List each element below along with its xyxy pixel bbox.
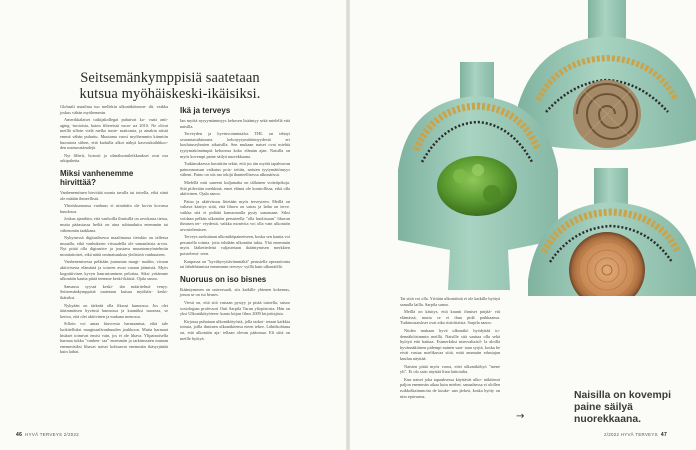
right-column — [400, 296, 500, 401]
footer-right — [604, 432, 667, 438]
footer-left — [16, 432, 79, 438]
paragraph: Nyt fillerit, botoxit ja silmäluomileikkaukset ovat osa arkipuhetta. — [60, 152, 168, 164]
section-heading: Ikä ja terveys — [180, 106, 231, 115]
footer-left-text: HYVÄ TERVEYS 2/2022 — [25, 432, 80, 437]
page-number-left: 46 — [16, 432, 23, 438]
paragraph: Kirjassa puhutaan ulkonäkötyöstä, jolla tarkoi- tetaan kaikkia toimia, joilla ihminen ulkonäköensa eteen tekee. Lähtökohtana on, että ulkonäön aja- tellaan olevan pääomaa. Eli siitä on meille hyötyä. — [180, 318, 290, 341]
paragraph: Amerikkalaiset tutkijakollegat puhuivat ko- vaati anti- aging -tuotoista, kuten filtereistä vuon- na 2010. Ne olivat meillä silloin vielä melko tunte- mattomia, ja ainakin niistä emmä vähän puhuttu. Muutama vuosi myöhemmin kiinnitin huomiota siihen, että kaduilla alkoi näkyä kasvoukuihhkoo- den mainosstämdejä. — [60, 117, 168, 151]
left-page — [0, 0, 346, 450]
bust-top-right — [518, 0, 696, 150]
paragraph: Nykyisessä digitaalisessa maailmassa tietokin on tallessa muualla, eikä vanhuksien viisaudella ole samanlaista arvoa. Nyt pitää olla diginative ja joustava muuntomyöntelmiin monitaitoiset, eikä näitä ominaisuuksia yhdistetä vanhuuteen. — [60, 235, 168, 257]
paragraph: Ikääntymmen on universaali, siis kaikille yhtenen kokemus, jonon se on iso bisnes. — [180, 286, 290, 298]
left-column — [60, 104, 168, 357]
paragraph: Nykyään on tärkeää olla fiksusi kunnossa. Jos olet äärimmäisen hyvässä kunnossa ja kauniiksi nuoreaa, se kertoo, että olet aktiivinen ja mukana menossa. — [60, 302, 168, 319]
paragraph: Yhteiskunnassa vanhuus ei nimittäin ole kovin kovassa huudossa. — [60, 203, 168, 214]
headline-line-2: kutsua myöhäiskeski-ikäisiksi. — [79, 86, 261, 102]
paragraph: Vanhenemisessa pelätään juuruntaa margi- naaliin, vivaan aktiivisesta elämästä ja toiseen avun varaan jäämistä. Myös kognitiivisen kyvyn haurastuminen pelottaa. Siksi yritämme ulkonäön kautta pitää teemme keski-ikäisiä. Ojala sanoo. — [60, 259, 168, 282]
article-headline — [30, 70, 310, 102]
moss-pendant — [437, 156, 517, 216]
paragraph: Vanhenemiinen hirvittää monia tavalla tai toisella, eikä siinä ole mitään ihmeellistä. — [60, 189, 168, 201]
footer-right-text: 2/2022 HYVÄ TERVEYS — [604, 432, 658, 437]
pull-quote: Naisilla on kovempi paine säilyä nuorekkaana. — [574, 390, 672, 425]
paragraph: Terveyden ja hyvinvoinnintalos THL on tehnyt seurantatutkimusta kehotyytymättömyydestä eri koulutusryhmien aikuisilla. Sen mukaan naiset ovat miehiä tyytymättömämpiä kehoonsa koko elämän ajan. Naisilla on myös kovempi paine säilyä nuorekkaana. — [180, 131, 290, 159]
continue-arrow-icon: → — [516, 411, 525, 422]
paragraph: Viesti on, että sitä vastaan pystyy ja pitää taistella, sanoo sosiologian professori Outi Sarpila Turun yliopistosta. Hän on yksi Ulkonäkötyöteen- kunto kirjan films 2009 kirjoittajista. — [180, 300, 290, 317]
section-heading: Miksi vanhenemme hirvittää? — [60, 168, 134, 187]
paragraph: Tutkimuksessa havaittiin sekin, että jos iän myötä tapahtuvan painonnousun vaikutus pois- tettiin, naisten tyytymättömyys väheni. Paino on siis tuo tekijä ihanteellisessa ulkonäössä. — [180, 161, 290, 178]
necklace-busts-photo — [388, 0, 696, 296]
paragraph: Ian myötä nyryymämmyys kehosen lisääntyy sekä mielellä että naisilla. — [180, 118, 290, 129]
paragraph: Naisten pitää myös varoa, ettei ulkonäköhyö "mene yli". Ei olo saisi näyttää liian laittotulta. — [400, 363, 500, 375]
paragraph: Kaupassa on "hyvähyvyttävämmältä" perustella operaationta tai lahdehtamista ennemmin terveys- syillä kuin ulkonäöllä. — [180, 258, 290, 270]
paragraph: Joskus ajanihtin, että vanhoilla ihmisillä on arvokasta tietoa, mutta pääasiassa heiltä on aina suhtauduttu enemmän tai vähemmän taakkana. — [60, 216, 168, 233]
paragraph: Globaali maailma tuo mellekin ulkonäköinnon- dit. vaikka joskus vähän myöhemmin. — [60, 104, 168, 115]
paragraph: Samassa syyssä keski- iän määritelmä venyy. Seitsemänkymppisiä saatetaan kutsua myöhäis- keski- ikäisiksi. — [60, 283, 168, 301]
paragraph: Niiden mukaan hyvä ulkonäkö hyödyttää to- dennäköisimmin meillä. Naisille sitä saattaa olla sekä hyötyä että haittaa. Esimerkiksi miesvaltaisil- la aloilla hyvännäköinen pidempi nainen saat- taan syrjiä, koska he eivät vastaa mielikuvaa siitä, mitä ammatin edustajan kuuluu näyttää. — [400, 327, 500, 361]
paragraph: Paino ja aktiivisuus liitetään myös terveyteen. Meillä on valtava käsitys siitä, että lihava on sairas ja laiha on terve. vaikka sitä ei pidäitä kanssomalla pysty sanomaan. Siksi voidaan pelkän ulkonäön perusteella "olla huolissaan" lihavan ihmisen ter- veydestä, vaikka monivita voi olla vain ulkonäön arvostelemisen. — [180, 198, 290, 232]
ammonite-pendant — [573, 80, 641, 148]
paragraph: Silloin voi antaa hiusvesta harmaantua, eikä tale luokitelluksi marginaalivanhuuden joukkoon. Mutta harmaat hiukset toimivat ensisi vain, jos ei ole lihava. Ylipainoisella harmaa tukka "vanhen- taa" enemmän ja tarkimuuten muiaan enemmisiksi lihavat naiset kohtaavat enemmän ikäsyrjintää kuin laihat. — [60, 321, 168, 355]
paragraph: Terveys suekuttaan ulkonäköpaineeseen, koska sen kautta voi perustella toimia. joita tehdään ulkonäön takia. Yhä enemmän myös lääketiedettä valjastetaan ikääntymisen merkkien poistelemi- seen. — [180, 234, 291, 257]
section-heading: Nuoruus on iso bisnes — [180, 274, 267, 284]
page-number-right: 47 — [660, 432, 668, 438]
paragraph: Tai siitä voi olla. Yrittäin ulkonäöstä ei ole kaikille hyötyä samalla lailla. Sarpila sanoo. — [400, 296, 501, 307]
paragraph: Mielellä mitt saneeni kuljamaha on tällainen voiteiipikoja. Sitä piilevään merkkinä, emei elämä ole kontrollissa, eikä olla aktiivinen. Ojala sanoo. — [180, 179, 290, 197]
headline-line-1: Seitsemänkymppisiä saatetaan — [80, 70, 260, 86]
middle-column — [180, 106, 290, 343]
paragraph: Kun naiset joka tapauksessa käyttävät ulko- näköönsä paljon enemmän aikaa kuin miehet, sanaalsessa ei olollen ruikkolkaimmoita de kuuke- aan järkeä, koska hyöty on niin epävarma. — [400, 376, 500, 399]
paragraph: Meillä on käsitys, että kaunit ihmiset pärjää- vät elämässä, mutta se ei ihan pidä paikkaansa. Tutkimusaiskset ovat aika ristiriitaisia. Sarpila sanoo. — [400, 309, 500, 326]
